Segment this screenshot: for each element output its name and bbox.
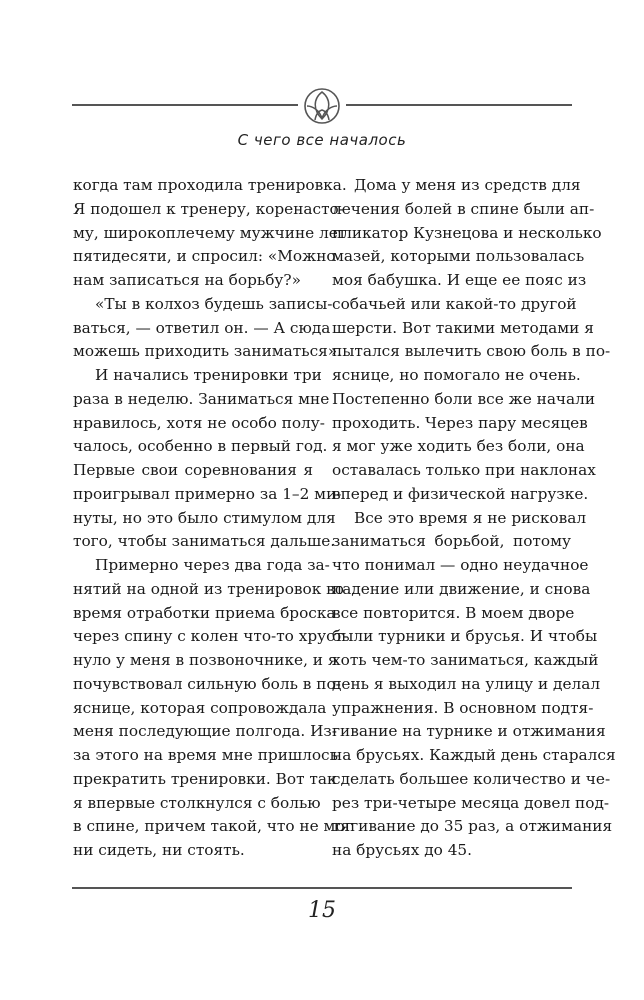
text-line: нуты, но это было стимулом для (73, 508, 336, 527)
text-line: в спине, причем такой, что не мог (73, 817, 353, 836)
text-line: «Ты в колхоз будешь записы- (95, 294, 333, 313)
text-line: тягивание до 35 раз, а отжимания (332, 817, 613, 836)
text-line: Я подошел к тренеру, коренасто- (73, 199, 344, 218)
text-line: раза в неделю. Заниматься мне (73, 389, 330, 408)
text-line: заниматься борьбой, потому (332, 532, 571, 551)
text-line: нам записаться на борьбу?» (73, 271, 301, 289)
text-line: падение или движение, и снова (332, 579, 591, 598)
text-line: время отработки приема броска (73, 603, 336, 622)
text-line: меня последующие полгода. Из- (73, 722, 337, 741)
text-line: нравилось, хотя не особо полу- (73, 413, 325, 432)
header-rule-right (346, 104, 572, 106)
text-line: мазей, которыми пользовалась (332, 247, 585, 266)
text-line: яснице, которая сопровождала (73, 698, 327, 717)
text-column-left (73, 174, 353, 863)
text-line: Примерно через два года за- (95, 556, 330, 574)
text-column-right (332, 174, 616, 863)
text-line: почувствовал сильную боль в по- (73, 674, 341, 693)
text-line: вперед и физической нагрузке. (332, 484, 589, 503)
text-line: пликатор Кузнецова и несколько (332, 223, 602, 242)
text-line: собачьей или какой-то другой (332, 294, 577, 313)
text-line: шерсти. Вот такими методами я (332, 318, 594, 337)
text-line: что понимал — одно неудачное (332, 556, 589, 574)
text-line: оставалась только при наклонах (332, 461, 596, 479)
text-line: были турники и брусья. И чтобы (332, 627, 598, 646)
text-line: упражнения. В основном подтя- (332, 698, 594, 717)
text-line: через спину с колен что-то хруст- (73, 627, 349, 646)
text-line: сделать большее количество и че- (332, 769, 611, 788)
text-line: прекратить тренировки. Вот так (73, 769, 337, 788)
lotus-circle-icon (302, 86, 342, 126)
text-line: день я выходил на улицу и делал (332, 674, 601, 693)
text-line: гивание на турнике и отжимания (332, 722, 606, 741)
text-line: Постепенно боли все же начали (332, 389, 596, 408)
text-line: пятидесяти, и спросил: «Можно (73, 247, 336, 266)
text-line: я мог уже ходить без боли, она (332, 437, 585, 456)
text-line: Все это время я не рисковал (354, 508, 587, 527)
text-line: хоть чем-то заниматься, каждый (332, 651, 599, 669)
text-line: можешь приходить заниматься». (73, 342, 343, 361)
text-line: когда там проходила тренировка. (73, 176, 347, 194)
text-line: ваться, — ответил он. — А сюда (73, 318, 331, 337)
header-rule-left (72, 104, 298, 106)
text-line: яснице, но помогало не очень. (332, 366, 581, 384)
text-line: Дома у меня из средств для (354, 176, 581, 194)
text-line: все повторится. В моем дворе (332, 603, 575, 622)
text-line: чалось, особенно в первый год. (73, 437, 328, 456)
text-line: нятий на одной из тренировок во (73, 579, 344, 598)
text-line: пытался вылечить свою боль в по- (332, 342, 611, 361)
text-line: того, чтобы заниматься дальше. (73, 532, 336, 551)
text-line: лечения болей в спине были ап- (332, 199, 595, 218)
text-line: му, широкоплечему мужчине лет (73, 223, 347, 242)
text-line: за этого на время мне пришлось (73, 746, 338, 764)
text-line: я впервые столкнулся с болью (73, 793, 321, 812)
text-line: И начались тренировки три (95, 366, 322, 384)
text-line: нуло у меня в позвоночнике, и я (73, 651, 338, 669)
text-line: Первые свои соревнования я (73, 461, 313, 479)
text-line: на брусьях до 45. (332, 841, 473, 859)
running-head: С чего все началось (237, 131, 407, 149)
page-number: 15 (308, 898, 336, 923)
text-line: ни сидеть, ни стоять. (73, 841, 245, 859)
text-line: на брусьях. Каждый день старался (332, 746, 616, 764)
text-line: моя бабушка. И еще ее пояс из (332, 271, 587, 289)
footer-rule (72, 887, 572, 889)
text-line: проходить. Через пару месяцев (332, 413, 588, 432)
text-line: проигрывал примерно за 1–2 ми- (73, 484, 342, 503)
text-line: рез три-четыре месяца довел под- (332, 793, 610, 812)
